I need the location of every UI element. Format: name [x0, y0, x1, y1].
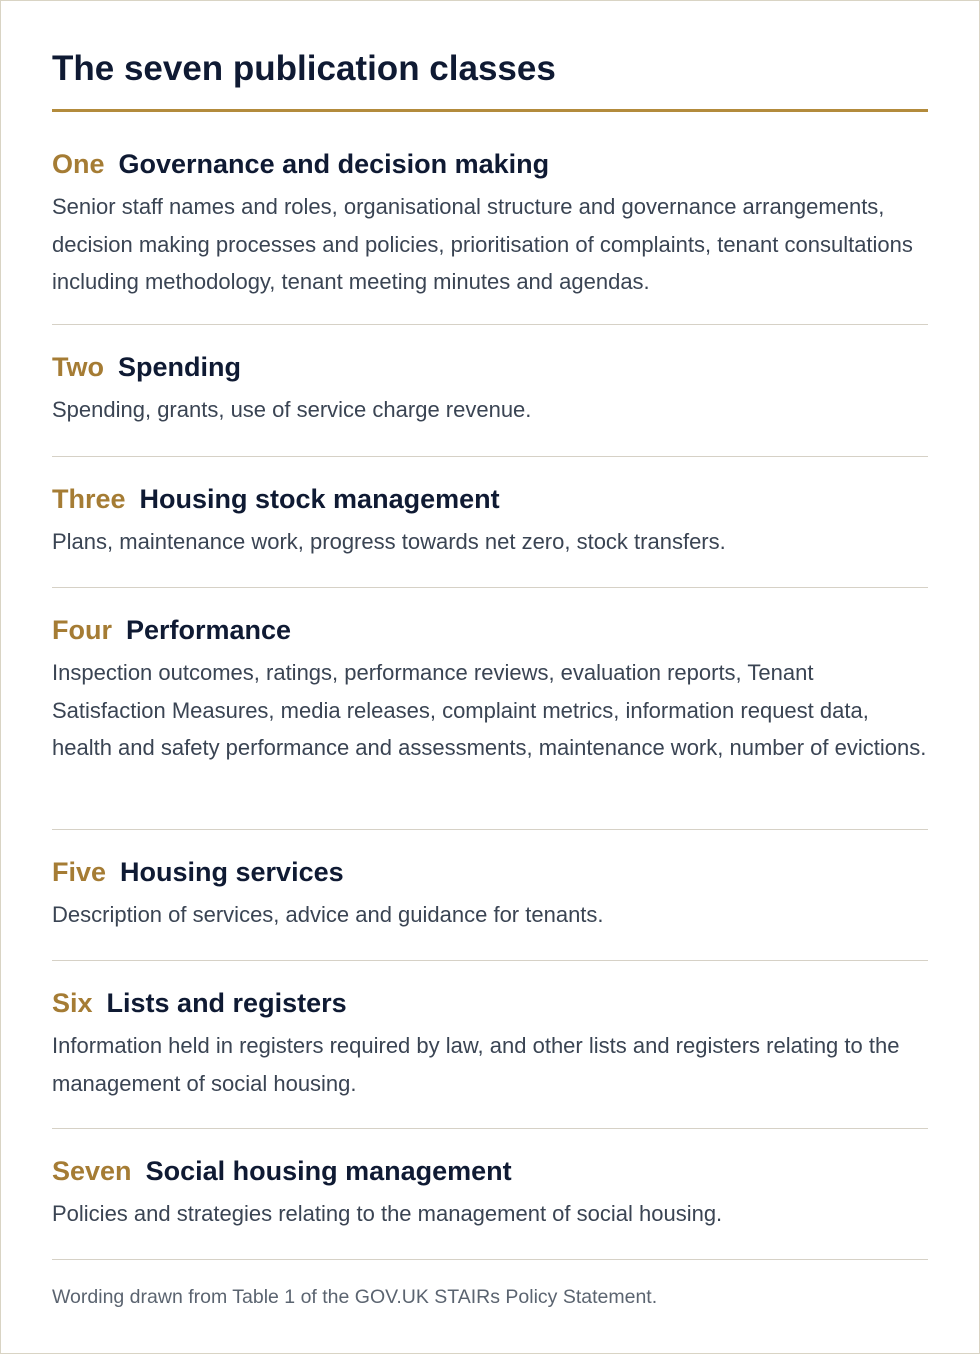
class-description: Policies and strategies relating to the management of social housing.	[52, 1201, 723, 1226]
class-description: Plans, maintenance work, progress towards net zero, stock transfers.	[52, 529, 726, 554]
class-heading	[52, 986, 928, 1020]
class-number: Two	[52, 352, 104, 382]
class-number: Three	[52, 484, 126, 514]
class-title: Housing services	[120, 857, 344, 887]
page-title: The seven publication classes	[52, 49, 556, 88]
class-description: Inspection outcomes, ratings, performance reviews, evaluation reports, Tenant Satisfaction Measures, media releases, complaint metrics, information request data, health and safety performance and assessments, maintenance work, number of evictions.	[52, 660, 927, 760]
class-section-five	[52, 830, 928, 961]
class-number: One	[52, 149, 105, 179]
class-section-one	[52, 112, 928, 325]
class-section-seven	[52, 1129, 928, 1260]
class-description: Spending, grants, use of service charge revenue.	[52, 397, 532, 422]
class-number: Four	[52, 615, 112, 645]
class-heading	[52, 482, 928, 516]
class-section-two	[52, 325, 928, 457]
class-title: Lists and registers	[106, 988, 347, 1018]
class-title: Housing stock management	[139, 484, 500, 514]
class-number: Six	[52, 988, 93, 1018]
class-number: Five	[52, 857, 107, 887]
source-footnote: Wording drawn from Table 1 of the GOV.UK STAIRs Policy Statement.	[52, 1286, 658, 1308]
class-section-three	[52, 457, 928, 588]
class-description: Senior staff names and roles, organisational structure and governance arrangements, decision making processes and policies, prioritisation of complaints, tenant consultations including methodology, tenant meeting minutes and agendas.	[52, 194, 913, 294]
class-description: Information held in registers required by law, and other lists and registers relating to the management of social housing.	[52, 1033, 900, 1096]
class-heading	[52, 855, 928, 889]
class-section-six	[52, 961, 928, 1129]
class-description: Description of services, advice and guidance for tenants.	[52, 902, 604, 927]
class-section-four	[52, 588, 928, 830]
class-heading	[52, 147, 928, 181]
class-title: Social housing management	[145, 1156, 512, 1186]
class-title: Performance	[126, 615, 292, 645]
class-heading	[52, 613, 928, 647]
class-heading	[52, 1154, 928, 1188]
class-heading	[52, 350, 928, 384]
class-title: Spending	[117, 352, 241, 382]
class-number: Seven	[52, 1156, 132, 1186]
class-title: Governance and decision making	[118, 149, 550, 179]
